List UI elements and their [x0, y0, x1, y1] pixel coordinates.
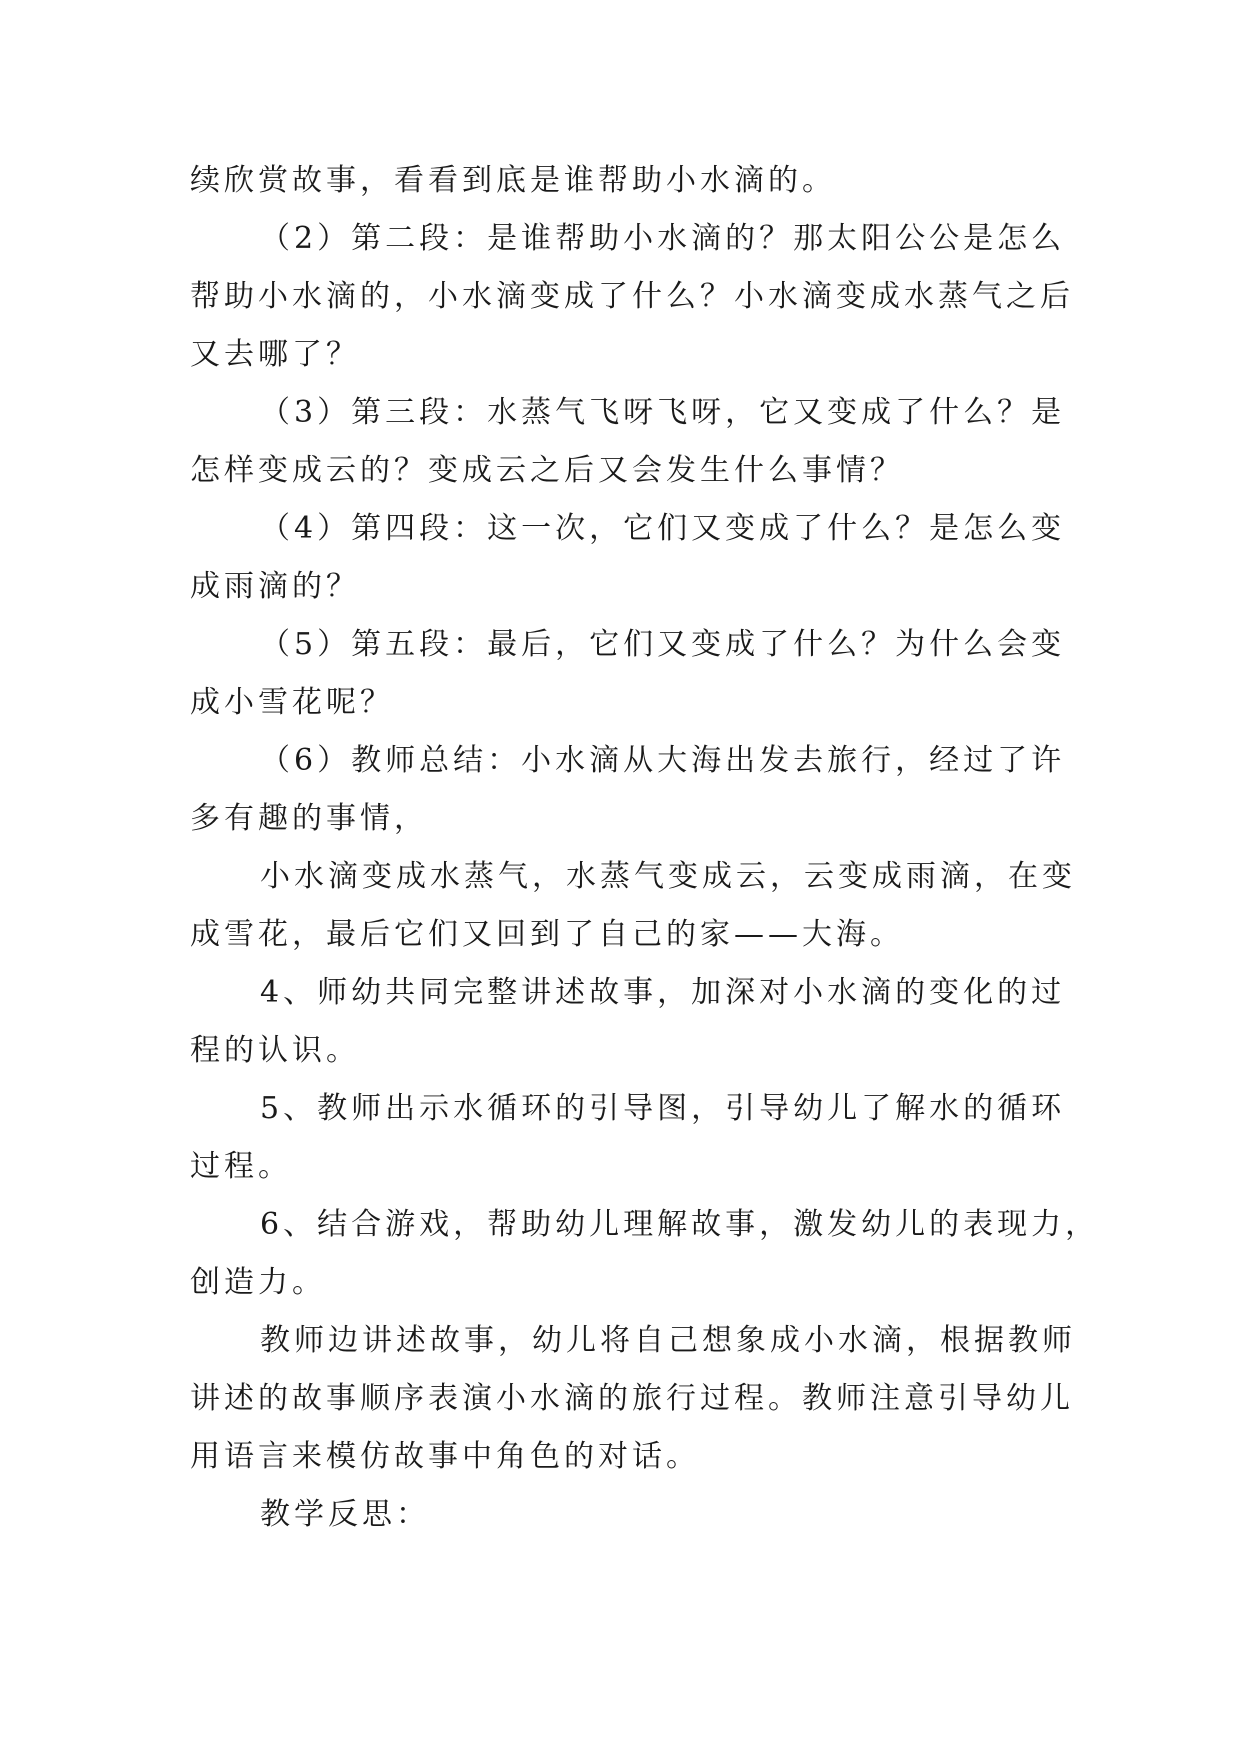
text-line: 讲述的故事顺序表演小水滴的旅行过程。教师注意引导幼儿: [190, 1381, 1074, 1416]
paragraph-line: 6、结合游戏，帮助幼儿理解故事，激发幼儿的表现力，: [260, 1207, 1100, 1242]
text-line: 过程。: [190, 1149, 292, 1184]
text-line: 创造力。: [190, 1265, 326, 1300]
text-line: 成雨滴的？: [190, 569, 360, 604]
text-line: 程的认识。: [190, 1033, 360, 1068]
document-body: [190, 152, 1100, 1544]
text-line: 成小雪花呢？: [190, 685, 394, 720]
text-line: 用语言来模仿故事中角色的对话。: [190, 1439, 700, 1474]
paragraph-line: 小水滴变成水蒸气，水蒸气变成云，云变成雨滴，在变: [260, 859, 1076, 894]
text-line: 怎样变成云的？变成云之后又会发生什么事情？: [190, 453, 904, 488]
paragraph-line: 4、师幼共同完整讲述故事，加深对小水滴的变化的过: [260, 975, 1066, 1010]
text-line: 又去哪了？: [190, 337, 360, 372]
text-line: 帮助小水滴的，小水滴变成了什么？小水滴变成水蒸气之后: [190, 279, 1074, 314]
text-line: 续欣赏故事，看看到底是谁帮助小水滴的。: [190, 163, 836, 198]
paragraph-line: （5）第五段：最后，它们又变成了什么？为什么会变: [260, 627, 1066, 662]
paragraph-line: 教师边讲述故事，幼儿将自己想象成小水滴，根据教师: [260, 1323, 1076, 1358]
paragraph-line: （3）第三段：水蒸气飞呀飞呀，它又变成了什么？是: [260, 395, 1066, 430]
section-heading: 教学反思：: [260, 1497, 430, 1532]
paragraph-line: （4）第四段：这一次，它们又变成了什么？是怎么变: [260, 511, 1066, 546]
text-line: 成雪花，最后它们又回到了自己的家——大海。: [190, 917, 904, 952]
paragraph-line: （6）教师总结：小水滴从大海出发去旅行，经过了许: [260, 743, 1066, 778]
text-line: 多有趣的事情，: [190, 801, 428, 836]
paragraph-line: （2）第二段：是谁帮助小水滴的？那太阳公公是怎么: [260, 221, 1066, 256]
paragraph-line: 5、教师出示水循环的引导图，引导幼儿了解水的循环: [260, 1091, 1066, 1126]
